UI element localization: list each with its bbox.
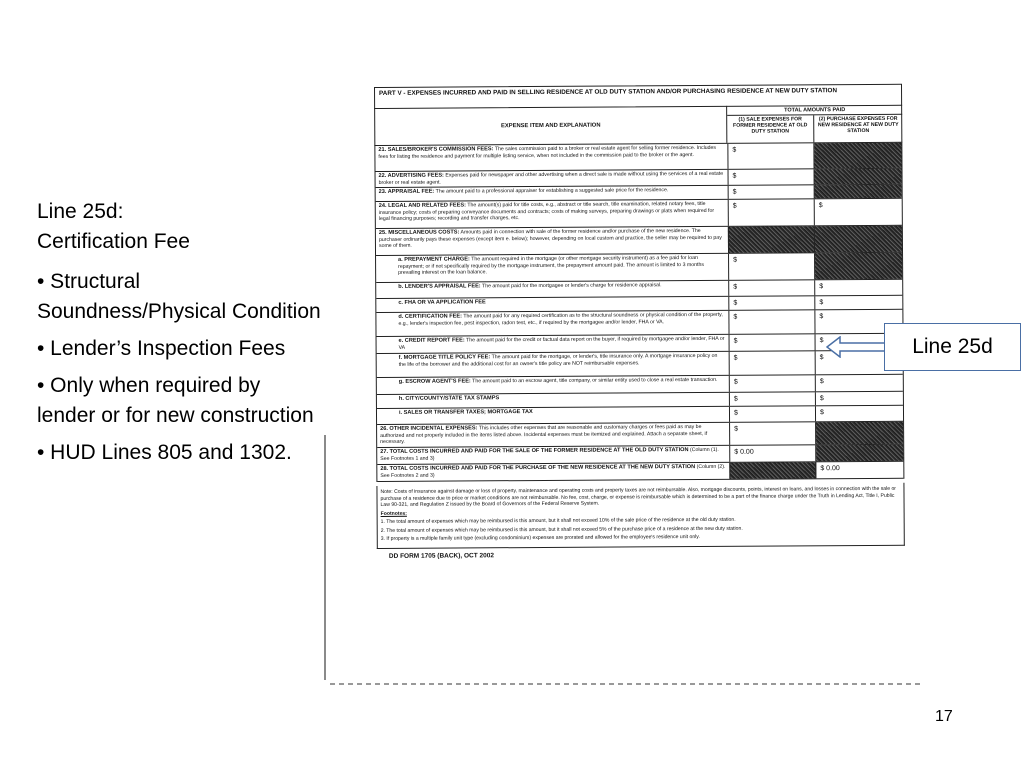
form-row-description xyxy=(399,336,726,351)
sale-amount-cell xyxy=(728,226,815,253)
form-row-title: 28. TOTAL COSTS INCURRED AND PAID FOR THE PURCHASE OF THE NEW RESIDENCE AT THE NEW DUTY STATION xyxy=(380,464,696,472)
purchase-amount-cell xyxy=(814,143,901,169)
form-row-title: d. CERTIFICATION FEE: xyxy=(398,313,463,320)
sale-amount-cell xyxy=(729,462,816,479)
sale-amount-cell: $ xyxy=(728,169,815,185)
col-purchase-header: (2) PURCHASE EXPENSES FOR NEW RESIDENCE AT NEW DUTY STATION xyxy=(817,115,899,135)
form-row-text: The sales commission paid to a broker or real estate agent for selling former residence. Includes fees for listing the residence and payment for multiple listing service, when not included in the commission paid to the broker or the agent. xyxy=(378,144,717,160)
purchase-amount-cell: $ xyxy=(819,395,824,403)
form-row-title: h. CITY/COUNTY/STATE TAX STAMPS xyxy=(398,395,500,402)
sale-amount-cell: $ xyxy=(729,375,816,392)
form-row-title: 24. LEGAL AND RELATED FEES: xyxy=(378,202,466,209)
purchase-amount-cell: $ 0.00 xyxy=(820,465,840,473)
form-row xyxy=(377,422,903,448)
slide-page-number: 17 xyxy=(935,708,953,725)
purchase-amount-cell xyxy=(816,445,903,462)
sale-amount-cell: $ xyxy=(729,392,816,406)
form-row-description xyxy=(379,187,725,196)
form-row xyxy=(376,226,902,256)
form-row-description xyxy=(379,228,725,250)
bullet-structural: • Structural Soundness/Physical Condition xyxy=(37,270,321,323)
bullet-inspection: • Lender’s Inspection Fees xyxy=(37,337,286,360)
scan-bottom-line xyxy=(330,683,920,685)
form-row-description xyxy=(399,377,726,386)
form-row xyxy=(376,310,902,337)
callout-line-25d: Line 25d xyxy=(884,323,1021,371)
form-row-description xyxy=(378,145,724,160)
footnote-2: 2. The total amount of expenses which may be reimbursed is this amount, but it shall not exceed 5% of the purchase price of a residence at the new duty station. xyxy=(380,525,743,534)
sale-amount-cell: $ xyxy=(727,143,814,169)
form-footer-id: DD FORM 1705 (BACK), OCT 2002 xyxy=(388,552,494,560)
form-part-title: PART V - EXPENSES INCURRED AND PAID IN SELLING RESIDENCE AT OLD DUTY STATION AND/OR PURCHASING RESIDENCE AT NEW DUTY STATION xyxy=(374,84,902,109)
form-row-title: 25. MISCELLANEOUS COSTS: xyxy=(378,229,460,236)
purchase-amount-cell xyxy=(815,169,902,185)
sale-amount-cell: $ xyxy=(728,253,815,280)
footnote-3: 3. If property is a multiple family unit type (excluding condominium) expenses are prorated and allowed for the employee's residence unit only. xyxy=(380,534,700,542)
sale-amount-cell: $ xyxy=(728,280,815,296)
sale-amount-cell: $ xyxy=(728,310,815,334)
form-note: Note: Costs of insurance against damage or loss of property, maintenance and operating costs and property taxes are not reimbursable. Also, mortgage discounts, points, interest on loans, and losses in connection with the sale or purchase of a residence due to price or market conditions are not reimbursable. No fee, cost, charge, or expense is reimbursable which is determined to be a part of the finance charge under the Truth in Lending Act, Title I, Public Law 90-321, and Regulation Z issued by the Board of Governors of the Federal Reserve System. xyxy=(380,485,896,508)
col-expense-header: EXPENSE ITEM AND EXPLANATION xyxy=(375,106,727,145)
form-row-title: c. FHA OR VA APPLICATION FEE xyxy=(398,299,486,306)
form-row-description xyxy=(398,282,725,291)
form-row-title: 23. APPRAISAL FEE: xyxy=(378,188,435,195)
form-rows xyxy=(374,143,904,482)
sale-amount-cell: $ 0.00 xyxy=(729,445,816,462)
sale-amount-cell: $ xyxy=(729,351,816,375)
form-row-title: e. CREDIT REPORT FEE: xyxy=(398,337,465,344)
form-row-title: i. SALES OR TRANSFER TAXES; MORTGAGE TAX xyxy=(398,409,533,416)
purchase-amount-cell xyxy=(815,185,902,199)
form-row-text: The amount paid to a professional appraiser for establishing a suggested sale price for the residence. xyxy=(435,187,669,195)
heading-line-1: Line 25d: xyxy=(37,200,124,223)
form-row xyxy=(376,253,902,283)
bullet-hud-lines: • HUD Lines 805 and 1302. xyxy=(37,441,292,464)
form-row-description xyxy=(399,394,726,403)
form-row-text: (Column (1). See Footnotes 1 and 3) xyxy=(380,446,719,462)
form-row-description xyxy=(399,408,726,417)
form-row-title: 22. ADVERTISING FEES: xyxy=(378,172,444,179)
purchase-amount-cell: $ xyxy=(819,337,824,345)
form-row-text: The amount paid to an escrow agent, title company, or similar entity used to close a real estate transaction. xyxy=(472,376,718,385)
form-row-description xyxy=(398,255,725,277)
col-sale-header: (1) SALE EXPENSES FOR FORMER RESIDENCE AT OLD DUTY STATION xyxy=(727,115,814,143)
sale-amount-cell: $ xyxy=(729,422,816,445)
callout-arrow-icon xyxy=(826,336,888,358)
form-row-text: The amount required in the mortgage (or other mortgage security instrument) as a fee paid for loan repayment; or if not specifically required by the mortgage instrument, the prepayment amount paid. The amount is limited to 3 months prevailing interest on the loan balance. xyxy=(398,255,704,277)
form-row xyxy=(377,351,903,378)
form-row-description xyxy=(380,424,726,446)
purchase-amount-cell xyxy=(816,422,903,445)
form-row-description xyxy=(379,171,725,186)
form-row-text: The amount paid for the mortgage, or lender's, title insurance only. A mortgage insurance policy on the life of the borrower and the additional cost for an owner's title policy are NOT reimbursable expenses. xyxy=(398,352,718,368)
form-row-title: f. MORTGAGE TITLE POLICY FEE: xyxy=(398,354,491,361)
form-row xyxy=(376,199,902,229)
purchase-amount-cell: $ xyxy=(819,354,824,362)
form-row-title: 26. OTHER INCIDENTAL EXPENSES: xyxy=(380,425,478,432)
form-notes xyxy=(376,483,904,549)
form-row-text: This includes other expenses that are reasonable and customary charges or fees paid as may be authorized and not properly included in the items listed above. Incidental expenses must be itemized and explained. Attach a separate sheet, if necessary. xyxy=(380,424,708,446)
sale-amount-cell: $ xyxy=(729,406,816,422)
form-row xyxy=(375,143,901,172)
form-row-description xyxy=(398,312,725,327)
purchase-amount-cell: $ xyxy=(819,283,824,291)
heading-line-2: Certification Fee xyxy=(37,230,190,253)
form-row-text: The amount paid for the credit or factual data report on the buyer, if required by mortgagee and/or lender, FHA or VA xyxy=(398,335,725,351)
sale-amount-cell: $ xyxy=(728,185,815,199)
form-row-text: The amount(s) paid for title costs, e.g., abstract or title search, title examination, related notary fees, title insurance policy; costs of preparing conveyance documents and contracts; costs of making surveys, preparing drawings or plats when required for legal financing purposes; recording and transfer charges, etc. xyxy=(378,200,715,223)
purchase-amount-cell: $ xyxy=(819,313,824,321)
form-row-text: Amounts paid in connection with sale of the former residence and/or purchase of the new residence. The purchaser ordinarily pays these expenses (except item e. below); however, depending on local custom and practice, the seller may be required to pay some of them. xyxy=(378,228,722,250)
form-notes-wrap xyxy=(376,483,904,542)
form-row-description xyxy=(399,353,726,368)
form-row-title: b. LENDER'S APPRAISAL FEE: xyxy=(398,283,481,290)
purchase-amount-cell xyxy=(815,253,902,280)
form-row-text: The amount paid for the mortgagee or lender's charge for residence appraisal. xyxy=(482,282,662,290)
form-row-description xyxy=(398,298,725,307)
scan-edge-line xyxy=(324,435,326,680)
purchase-amount-cell: $ xyxy=(819,409,824,417)
footnote-1: 1. The total amount of expenses which may be reimbursed is this amount, but it shall not exceed 10% of the sale price of the residence at the old duty station. xyxy=(380,516,736,525)
form-column-headers xyxy=(374,105,902,146)
bullet-when-required: • Only when required by lender or for new construction xyxy=(37,374,314,427)
purchase-amount-cell: $ xyxy=(819,378,824,386)
form-row-title: 27. TOTAL COSTS INCURRED AND PAID FOR THE SALE OF THE FORMER RESIDENCE AT THE OLD DUTY STATION xyxy=(380,447,689,455)
slide-text-column xyxy=(37,197,322,475)
form-row-title: 21. SALES/BROKER'S COMMISSION FEES: xyxy=(378,146,494,153)
dd-form-1705-image xyxy=(374,84,907,633)
form-row xyxy=(377,462,903,482)
sale-amount-cell: $ xyxy=(728,199,815,226)
form-row-title: a. PREPAYMENT CHARGE: xyxy=(398,256,470,263)
sale-amount-cell: $ xyxy=(728,296,815,310)
form-row-text: The amount paid for any required certification as to the structural soundness or physical condition of the property, e.g., lender's inspection fee, pest inspection, radon test, etc., if required by the mortgagee and/or lender, FHA or VA. xyxy=(398,311,723,327)
form-row-description xyxy=(379,201,725,223)
purchase-amount-cell xyxy=(815,226,902,253)
footnotes-title: Footnotes: xyxy=(380,510,407,517)
form-row-text: (Column (2). See Footnotes 2 and 3) xyxy=(380,463,726,479)
slide-heading xyxy=(37,197,322,257)
form-row-title: g. ESCROW AGENT'S FEE: xyxy=(398,378,471,385)
sale-amount-cell: $ xyxy=(729,334,816,351)
form-row-text: Expenses paid for newspaper and other advertising when a direct sale is made without using the services of a real estate broker or real estate agent. xyxy=(378,170,724,186)
form-row-description xyxy=(380,447,726,462)
purchase-amount-cell: $ xyxy=(819,299,824,307)
purchase-amount-cell: $ xyxy=(818,202,823,210)
form-row-description xyxy=(380,464,726,479)
col-total-header: TOTAL AMOUNTS PAID xyxy=(727,105,902,116)
